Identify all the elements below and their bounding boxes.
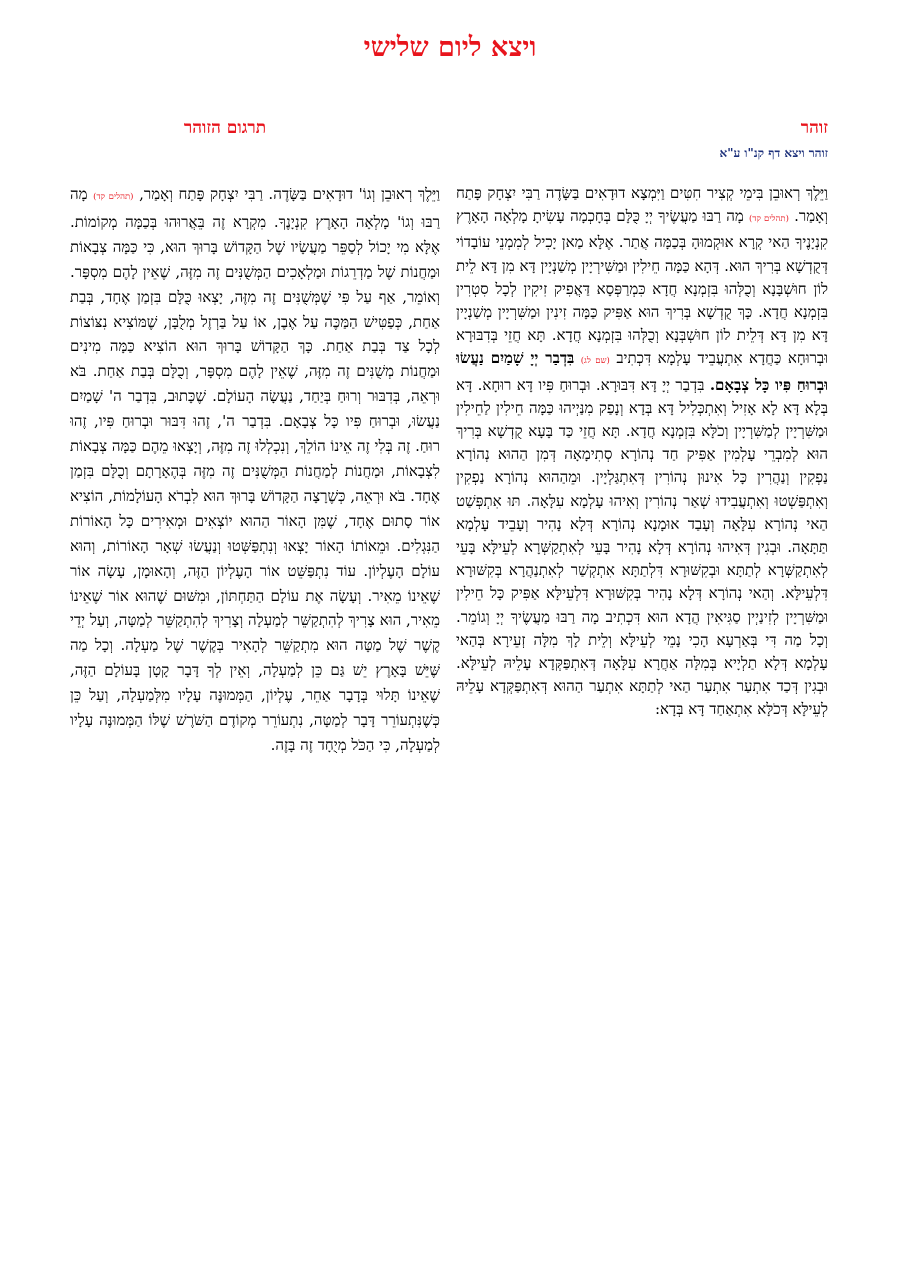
zohar-text-opening: וַיֵּלֶךְ רְאוּבֵן בִּימֵי קְצִיר חִטִּים וַיִּמְצָא דוּדָאִים בַּשָּׂדֶה רַבִּי יִצְחָק פָּתַח וְאָמַר. (456, 184, 828, 226)
zohar-verse: בִּדְבַר יְיָ שָׁמַיִם נַעֲשׂוּ וּבְרוּחַ פִּיו כָּל צְבָאָם. (456, 349, 828, 394)
zohar-page-reference: זוהר ויצא דף קנ"ו ע"א (719, 146, 828, 160)
translation-citation-psalms: (תהלים קד) (93, 192, 134, 202)
zohar-column-heading: זוהר (800, 118, 828, 138)
translation-text-opening: וַיֵּלֶךְ רְאוּבֵן וְגוֹ' דוּדָאִים בַּשָּׂדֶה. רַבִּי יִצְחָק פָּתַח וְאָמַר, (139, 185, 440, 203)
zohar-text-body: מָה רַבּוּ מַעֲשֶׂיךָ יְיָ כֻּלָּם בְּחָכְמָה עָשִׂיתָ מָלְאָה הָאָרֶץ קִנְיָנֶיךָ הַאי קְרָא אוּקְמוּהָ בְּכַמָּה אֲתַר. אֶלָּא מַאן יָכִיל לְמִמְנֵי עוֹבָדוֹי דְּקֻדְשָׁא בְּרִיךְ הוּא. דְּהָא כַּמָּה חֵילִין וּמַשִּׁירְיָין מְשַׁנְיָין דָּא מִן דָּא לֵית לוֹן חוּשְׁבָּנָא וְכֻלְּהוּ בִּזְמְנָא חֲדָא כִּמְרַפְּסָא דַּאֲפִיק זִיקִין לְכָל סִטְרִין בִּזְמְנָא חֲדָא. כָּךְ קֻדְשָׁא בְּרִיךְ הוּא אַפִּיק כַּמָּה זִינִין וּמַשִּׁרְיָין מְשַׁנְיָין דָּא מִן דָּא דְּלֵית לוֹן חוּשְׁבְּנָא וְכֻלְּהוּ בִּזְמְנָא חֲדָא. תָּא חֲזֵי בְּדִבּוּרָא וּבְרוּחָא כַּחֲדָא אִתְעֲבֵיד עָלְמָא דִּכְתִיב (456, 207, 828, 368)
zohar-text-continuation: בִּדְבַר יְיָ דָּא דִּבּוּרָא. וּבְרוּחַ פִּיו דָּא רוּחָא. דָּא בְּלָא דָּא לָא אָזִיל וְאִתְכְּלִיל דָּא בְּדָא וְנָפַק מִנַּיְיהוּ כַּמָּה חֵילִין לַחֵילִין וּמַשִּׁרְיָין לְמַשִּׁרְיָין וְכֹלָּא בִּזְמְנָא חֲדָא. תָּא חֲזֵי כַּד בָּעָא קֻדְשָׁא בְּרִיךְ הוּא לְמִבְרֵי עָלְמִין אַפִּיק חַד נְהוֹרָא סְתִימָאָה דְּמִן הַהוּא נְהוֹרָא נַפְקִין וְנַהֲרִין כָּל אִינוּן נְהוֹרִין דְּאִתְגַּלְיָין. וּמֵהַהוּא נְהוֹרָא נַפְקִין וְאִתְפַּשְׁטוּ וְאִתְעֲבִידוּ שְׁאַר נְהוֹרִין וְאִיהוּ עָלְמָא עִלָּאָה. תּוּ אִתְפְּשַׁט הַאי נְהוֹרָא עִלָּאָה וְעָבַד אוּמָנָא נְהוֹרָא דְּלָא נָהִיר וְעָבֵיד עָלְמָא תַּתָּאָה. וּבְגִין דְּאִיהוּ נְהוֹרָא דְּלָא נָהִיר בָּעֵי לְאִתְקַשְּׁרָא לְעֵילָּא בָּעֵי לְאִתְקַשְּׁרָא לְתַתָּא וּבְקִשּׁוּרָא דִּלְתַתָּא אִתְקְשַׁר לְאִתְנַהֲרָא בְּקִשּׁוּרָא דִּלְעֵילָּא. וְהַאי נְהוֹרָא דְּלָא נָהִיר בְּקִשּׁוּרָא דִּלְעֵילָּא אַפִּיק כָּל חֵילִין וּמַשִּׁרְיָין לְזִינַיְין סַגִּיאִין הֲדָא הוּא דִּכְתִיב מָה רַבּוּ מַעֲשֶׂיךָ יְיָ וְגוֹמֵר. וְכָל מַה דִּי בְּאַרְעָא הָכִי נָמֵי לְעֵילָּא וְלֵית לָךְ מִלָּה זְעֵירָא בְּהַאי עָלְמָא דְּלָא תַלְיָיא בְּמִלָּה אַחֲרָא עִלָּאָה דְּאִתְפַּקְּדָא עָלֵיהּ לְעֵילָּא. וּבְגִין דְּכַד אִתְעַר אִתְעַר הַאי לְתַתָּא אִתְעַר הַהוּא דְּאִתְפַּקְּדָא עָלֵיהּ לְעֵילָּא דְּכֹלָּא אִתְאַחַד דָּא בְּדָא: (456, 375, 828, 719)
translation-column-heading: תרגום הזוהר (183, 118, 267, 138)
zohar-citation-psalms-33: (שם לג) (580, 356, 610, 367)
zohar-text-column (456, 182, 828, 1222)
zohar-paragraph (456, 182, 828, 722)
translation-text-body: מָה רַבּוּ וְגוֹ' מָלְאָה הָאָרֶץ קִנְיָנֶךָ. מִקְרָא זֶה בֵּאֲרוּהוּ בְּכַמָּה מְקוֹמוֹת. אֶלָּא מִי יָכוֹל לְסַפֵּר מַעֲשָׂיו שֶׁל הַקָּדוֹשׁ בָּרוּךְ הוּא, כִּי כַּמָּה צְבָאוֹת וּמַחֲנוֹת שֶׁל מַדְרֵגוֹת וּמַלְאָכִים הַמְּשֻׁנִּים זֶה מִזֶּה, שֶׁאֵין לָהֶם מִסְפָּר. וְאוֹמֵר, אַף עַל פִּי שֶׁמְּשֻׁנִּים זֶה מִזֶּה, יָצְאוּ כֻּלָּם בִּזְמַן אֶחָד, בְּבַת אַחַת, כְּפַטִּישׁ הַמַּכֶּה עַל אֶבֶן, אוֹ עַל בַּרְזֶל מְלֻבָּן, שֶׁמּוֹצִיא נִצּוֹצוֹת לְכָל צַד בְּבַת אַחַת. כָּךְ הַקָּדוֹשׁ בָּרוּךְ הוּא הוֹצִיא כַּמָּה מִינִים וּמַחֲנוֹת מְשֻׁנִּים זֶה מִזֶּה, שֶׁאֵין לָהֶם מִסְפָּר, וְכֻלָּם בְּבַת אַחַת. בֹּא וּרְאֵה, בְּדִבּוּר וְרוּחַ בְּיַחַד, נַעֲשָׂה הָעוֹלָם. שֶׁכָּתוּב, בִּדְבַר ה' שָׁמַיִם נַעֲשׂוּ, וּבְרוּחַ פִּיו כָּל צְבָאָם. בִּדְבַר ה', זֶהוּ דִּבּוּר וּבְרוּחַ פִּיו, זֶהוּ רוּחַ. זֶה בְּלִי זֶה אֵינוֹ הוֹלֵךְ, וְנִכְלְלוּ זֶה מִזֶּה, וְיָצְאוּ מֵהֶם כַּמָּה צְבָאוֹת לִצְבָאוֹת, וּמַחֲנוֹת לְמַחֲנוֹת הַמְּשֻׁנִּים זֶה מִזֶּה בְּהֶאָרָתָם וְכֻלָּם בִּזְמַן אֶחָד. בֹּא וּרְאֵה, כְּשֶׁרָצָה הַקָּדוֹשׁ בָּרוּךְ הוּא לִבְרֹא הָעוֹלָמוֹת, הוֹצִיא אוֹר סָתוּם אֶחָד, שֶׁמִּן הָאוֹר הַהוּא יוֹצְאִים וּמְאִירִים כָּל הָאוֹרוֹת הַנִּגְלִים. וּמֵאוֹתוֹ הָאוֹר יָצְאוּ וְנִתְפַּשְּׁטוּ וְנַעֲשׂוּ שְׁאָר הָאוֹרוֹת, וְהוּא עוֹלָם הָעֶלְיוֹן. עוֹד נִתְפַּשֵּׁט אוֹר הָעֶלְיוֹן הַזֶּה, וְהָאוּמָן, עָשָׂה אוֹר שֶׁאֵינוֹ מֵאִיר. וְעָשָׂה אֶת עוֹלָם הַתַּחְתּוֹן, וּמִשּׁוּם שֶׁהוּא אוֹר שֶׁאֵינוֹ מֵאִיר, הוּא צָרִיךְ לְהִתְקַשֵּׁר לְמַעְלָה וְצָרִיךְ לְהִתְקַשֵּׁר לְמַטָּה, וְעַל יְדֵי קֶשֶׁר שֶׁל מַטָּה הוּא מִתְקַשֵּׁר לְהָאִיר בְּקֶשֶׁר שֶׁל מַעְלָה. וְכָל מַה שֶּׁיֵּשׁ בָּאָרֶץ יֵשׁ גַּם כֵּן לְמַעְלָה, וְאֵין לְךָ דָּבָר קָטָן בָּעוֹלָם הַזֶּה, שֶׁאֵינוֹ תָּלוּי בְּדָבָר אַחֵר, עֶלְיוֹן, הַמְּמוּנֶּה עָלָיו מִלְּמַעְלָה, וְעַל כֵּן כְּשֶׁנִּתְעוֹרֵר דָּבָר לְמַטָּה, נִתְעוֹרֵר מְקוֹדֶם הַשֹּׁרֶשׁ שֶׁלּוֹ הַמְּמוּנֶּה עָלָיו לְמַעְלָה, כִּי הַכֹּל מְיֻחָד זֶה בָּזֶה. (70, 185, 440, 754)
zohar-citation-psalms: (תהלים קד) (748, 214, 789, 225)
translation-paragraph (70, 182, 440, 758)
translation-text-column (70, 182, 440, 1002)
page-title: ויצא ליום שלישי (363, 32, 537, 63)
